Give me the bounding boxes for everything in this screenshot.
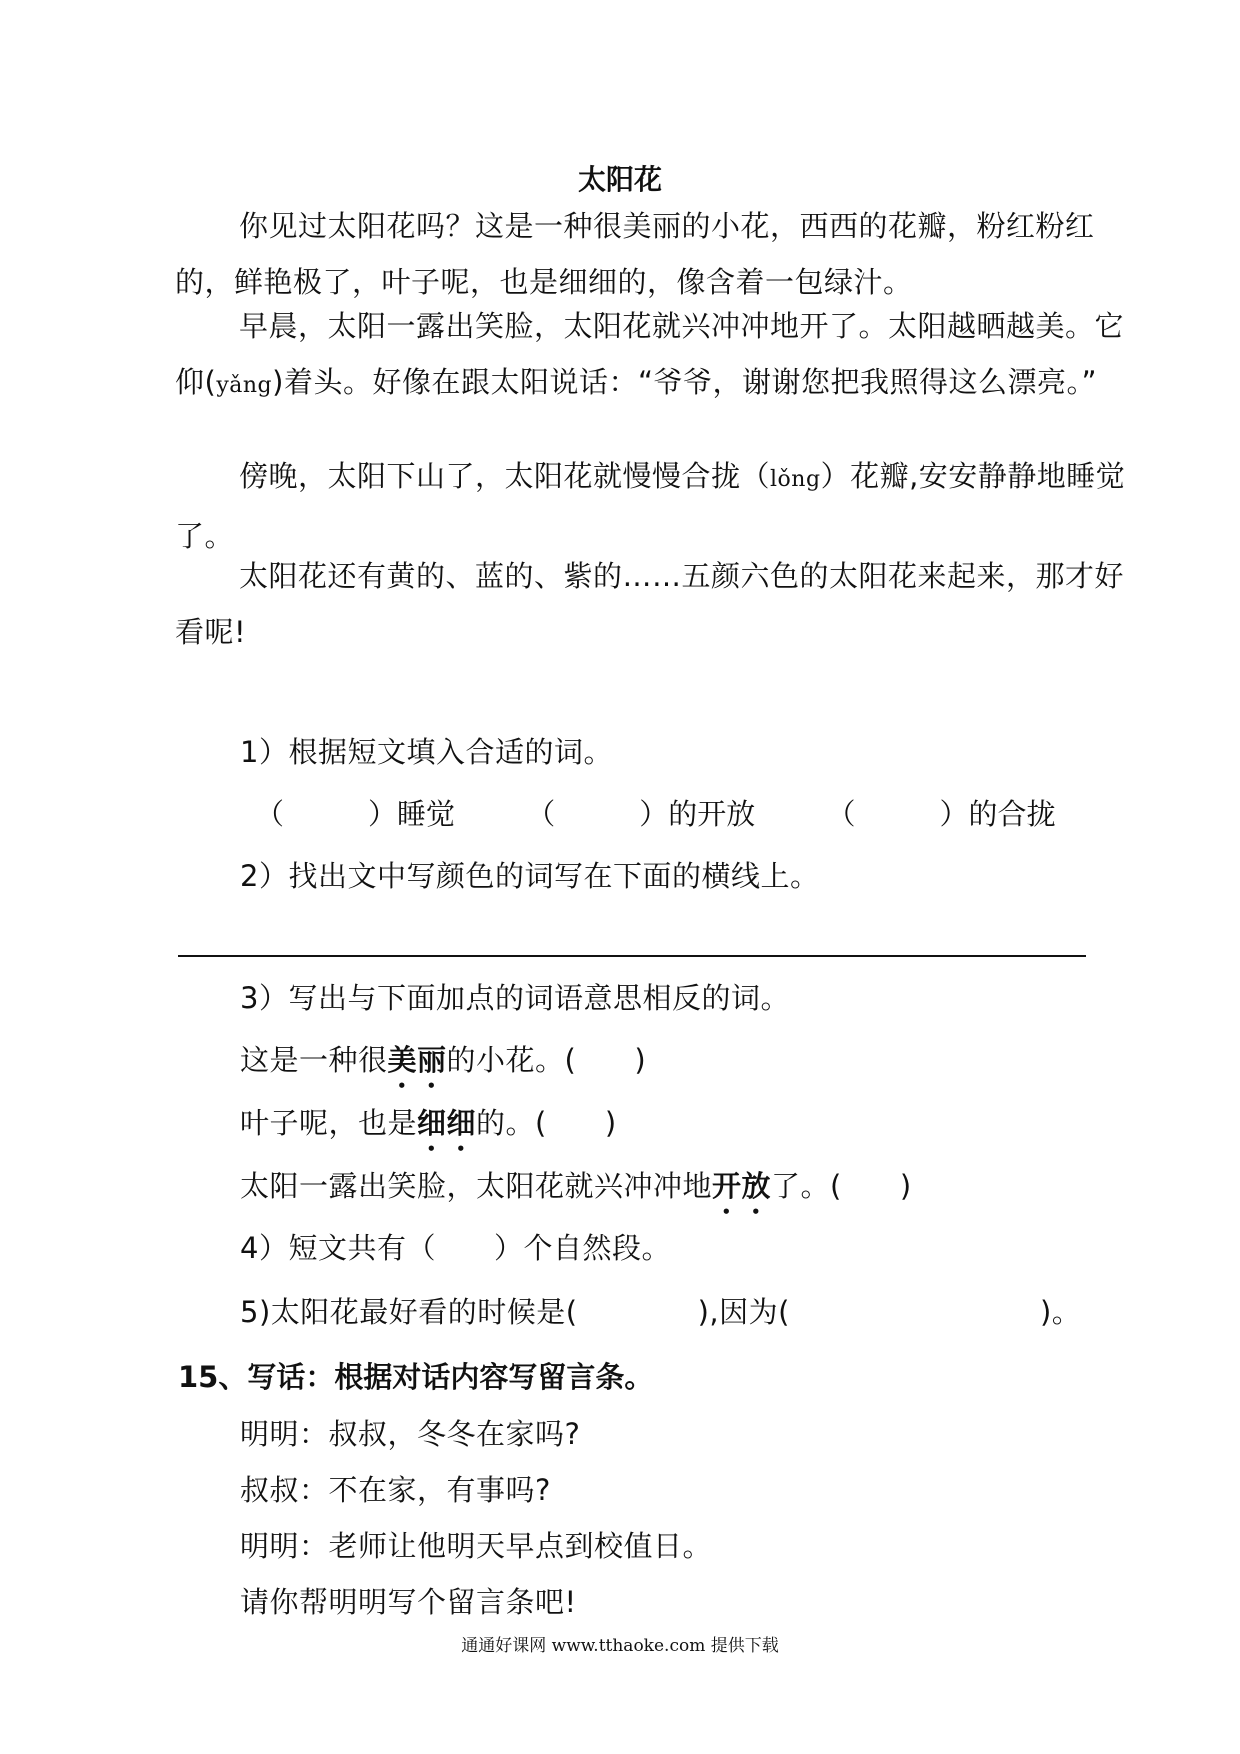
- dialogue-line-3: 明明：老师让他明天早点到校值日。: [240, 1529, 713, 1563]
- section-15-heading: 15、写话：根据对话内容写留言条。: [178, 1360, 654, 1394]
- paragraph-1-text: 你见过太阳花吗？这是一种很美丽的小花，西西的花瓣，粉红粉红的，鲜艳极了，叶子呢，也是细细的，像含着一包绿汁。: [175, 209, 1095, 299]
- paragraph-2-text-b: )着头。好像在跟太阳说话：“爷爷，谢谢您把我照得这么漂亮。”: [272, 365, 1097, 399]
- dotted-word: 细细: [417, 1106, 477, 1140]
- blank-item-3: [827, 794, 1056, 834]
- blank-item-2: [526, 794, 755, 834]
- item-text-after: 的。(: [476, 1106, 547, 1140]
- passage-title: 太阳花: [577, 163, 662, 196]
- item-text-after: 了。(: [771, 1169, 842, 1203]
- question-4: [240, 1228, 671, 1268]
- question-3-item-1: [240, 1040, 646, 1095]
- question-3-item-2: [240, 1103, 617, 1158]
- dialogue-line-1: 明明：叔叔，冬冬在家吗?: [240, 1417, 581, 1451]
- paren-open: （: [826, 797, 856, 831]
- paragraph-3-text-b: ）花瓣,安安静静地睡觉了。: [175, 459, 1126, 553]
- item-text-after: 的小花。(: [446, 1043, 577, 1077]
- dotted-word: 美丽: [387, 1043, 447, 1077]
- passage-paragraph-2: [175, 298, 1135, 414]
- blank-item-1: [255, 794, 455, 834]
- passage-paragraph-3: [175, 448, 1135, 564]
- paragraph-4-text: 太阳花还有黄的、蓝的、紫的……五颜六色的太阳花来起来，那才好看呢!: [175, 559, 1125, 649]
- paren-close: ): [634, 1043, 647, 1077]
- question-1: 1）根据短文填入合适的词。: [240, 735, 613, 769]
- item-text-before: 叶子呢，也是: [240, 1106, 418, 1140]
- question-3: 3）写出与下面加点的词语意思相反的词。: [240, 981, 790, 1015]
- pinyin-long: lǒng: [770, 467, 821, 492]
- paren-open: （: [526, 797, 556, 831]
- paren-close: ): [604, 1106, 617, 1140]
- question-4-text-b: ）个自然段。: [493, 1231, 671, 1265]
- blank-suffix: ）睡觉: [368, 797, 456, 831]
- dotted-word: 开放: [712, 1169, 772, 1203]
- paren-open: （: [255, 797, 285, 831]
- paren-close: ): [899, 1169, 912, 1203]
- blank-suffix: ）的开放: [639, 797, 756, 831]
- pinyin-yang: yǎng: [216, 373, 273, 398]
- question-3-item-3: [240, 1166, 912, 1221]
- item-text-before: 太阳一露出笑脸，太阳花就兴冲冲地: [240, 1169, 713, 1203]
- dialogue-line-2: 叔叔：不在家，有事吗?: [240, 1473, 551, 1507]
- question-1-blanks: [255, 794, 1118, 834]
- instruction-line: 请你帮明明写个留言条吧!: [240, 1585, 577, 1619]
- question-4-text-a: 4）短文共有（: [240, 1231, 436, 1265]
- question-5-text-a: 5)太阳花最好看的时候是(: [240, 1295, 578, 1329]
- paragraph-2-text-a: 早晨，太阳一露出笑脸，太阳花就兴冲冲地开了。太阳越晒越美。它仰(: [175, 309, 1125, 399]
- passage-paragraph-4: [175, 548, 1135, 660]
- question-2: 2）找出文中写颜色的词写在下面的横线上。: [240, 859, 820, 893]
- answer-line[interactable]: [178, 955, 1086, 957]
- item-text-before: 这是一种很: [240, 1043, 388, 1077]
- passage-paragraph-1: [175, 198, 1135, 310]
- blank-suffix: ）的合拢: [939, 797, 1056, 831]
- footer-source: 通通好课网 www.tthaoke.com 提供下载: [461, 1636, 779, 1656]
- paragraph-3-text-a: 傍晚，太阳下山了，太阳花就慢慢合拢（: [239, 459, 771, 493]
- question-5-text-c: )。: [1039, 1295, 1082, 1329]
- question-5-text-b: ),因为(: [697, 1295, 790, 1329]
- question-5: [240, 1292, 1081, 1332]
